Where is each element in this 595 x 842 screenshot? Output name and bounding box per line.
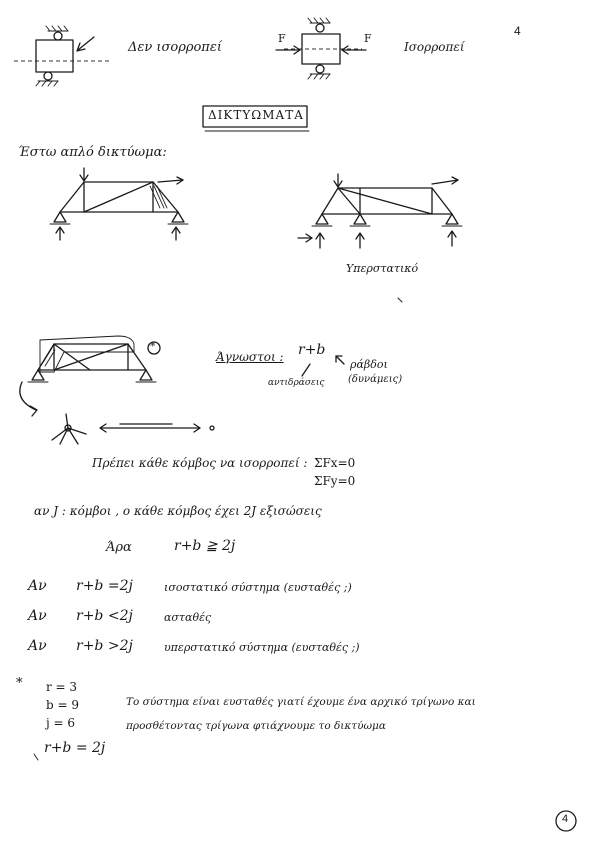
- example-j-value: j = 6: [46, 716, 76, 730]
- example-result: r+b = 2j: [44, 740, 106, 756]
- example-r-value: r = 3: [46, 680, 78, 694]
- example-note-line-2: προσθέτοντας τρίγωνα φτιάχνουμε το δικτύωμα: [126, 720, 386, 732]
- case-2-if: Αν: [28, 608, 47, 624]
- unknowns-expression: r+b: [298, 342, 326, 358]
- unknowns-label: Άγνωστοι :: [216, 350, 284, 364]
- section-heading: ΔΙΚΤΥΩΜΑΤΑ: [208, 108, 304, 122]
- case-3-text: υπερστατικό σύστημα (ευσταθές ;): [164, 641, 360, 654]
- example-star-mark: *: [16, 676, 23, 691]
- force-label-right: F: [364, 32, 372, 45]
- example-truss-sketch: [20, 336, 214, 444]
- therefore-expression: r+b ≧ 2j: [174, 538, 236, 554]
- hyperstatic-truss-sketch: [298, 174, 462, 248]
- equation-fx: ΣFx=0: [314, 456, 356, 470]
- hyperstatic-label: Υπερστατικό: [346, 262, 419, 275]
- unknowns-b-note-2: (δυνάμεις): [348, 374, 403, 385]
- case-1-condition: r+b =2j: [76, 578, 133, 594]
- unknowns-r-note: αντιδράσεις: [268, 378, 325, 388]
- unknowns-arrows: [302, 356, 344, 376]
- equilibrium-label: Ισορροπεί: [404, 40, 465, 54]
- example-b-value: b = 9: [46, 698, 79, 712]
- block-not-equilibrium-sketch: [14, 26, 112, 86]
- case-3-if: Αν: [28, 638, 47, 654]
- page-number-top: 4: [514, 24, 521, 38]
- case-1-text: ισοστατικό σύστημα (ευσταθές ;): [164, 581, 352, 594]
- case-2-condition: r+b <2j: [76, 608, 133, 624]
- therefore-label: Άρα: [106, 540, 132, 555]
- case-3-condition: r+b >2j: [76, 638, 133, 654]
- page-number-bottom: 4: [562, 813, 569, 825]
- star-mark-figure: *: [150, 340, 156, 353]
- unknowns-b-note: ράβδοι: [350, 358, 388, 371]
- force-label-left: F: [278, 32, 286, 45]
- example-note-line-1: Το σύστημα είναι ευσταθές γιατί έχουμε ένα αρχικό τρίγωνο και: [126, 696, 476, 708]
- intro-text: Έστω απλό δικτύωμα:: [18, 145, 167, 160]
- not-equilibrium-label: Δεν ισορροπεί: [128, 40, 222, 55]
- case-2-text: ασταθές: [164, 611, 212, 624]
- equilibrium-condition: Πρέπει κάθε κόμβος να ισορροπεί :: [92, 456, 308, 470]
- block-equilibrium-sketch: [276, 18, 366, 79]
- equation-fy: ΣFy=0: [314, 474, 356, 488]
- case-1-if: Αν: [28, 578, 47, 594]
- joints-line: αν J : κόμβοι , ο κάθε κόμβος έχει 2J εξισώσεις: [34, 504, 322, 518]
- simple-truss-sketch: [50, 168, 188, 240]
